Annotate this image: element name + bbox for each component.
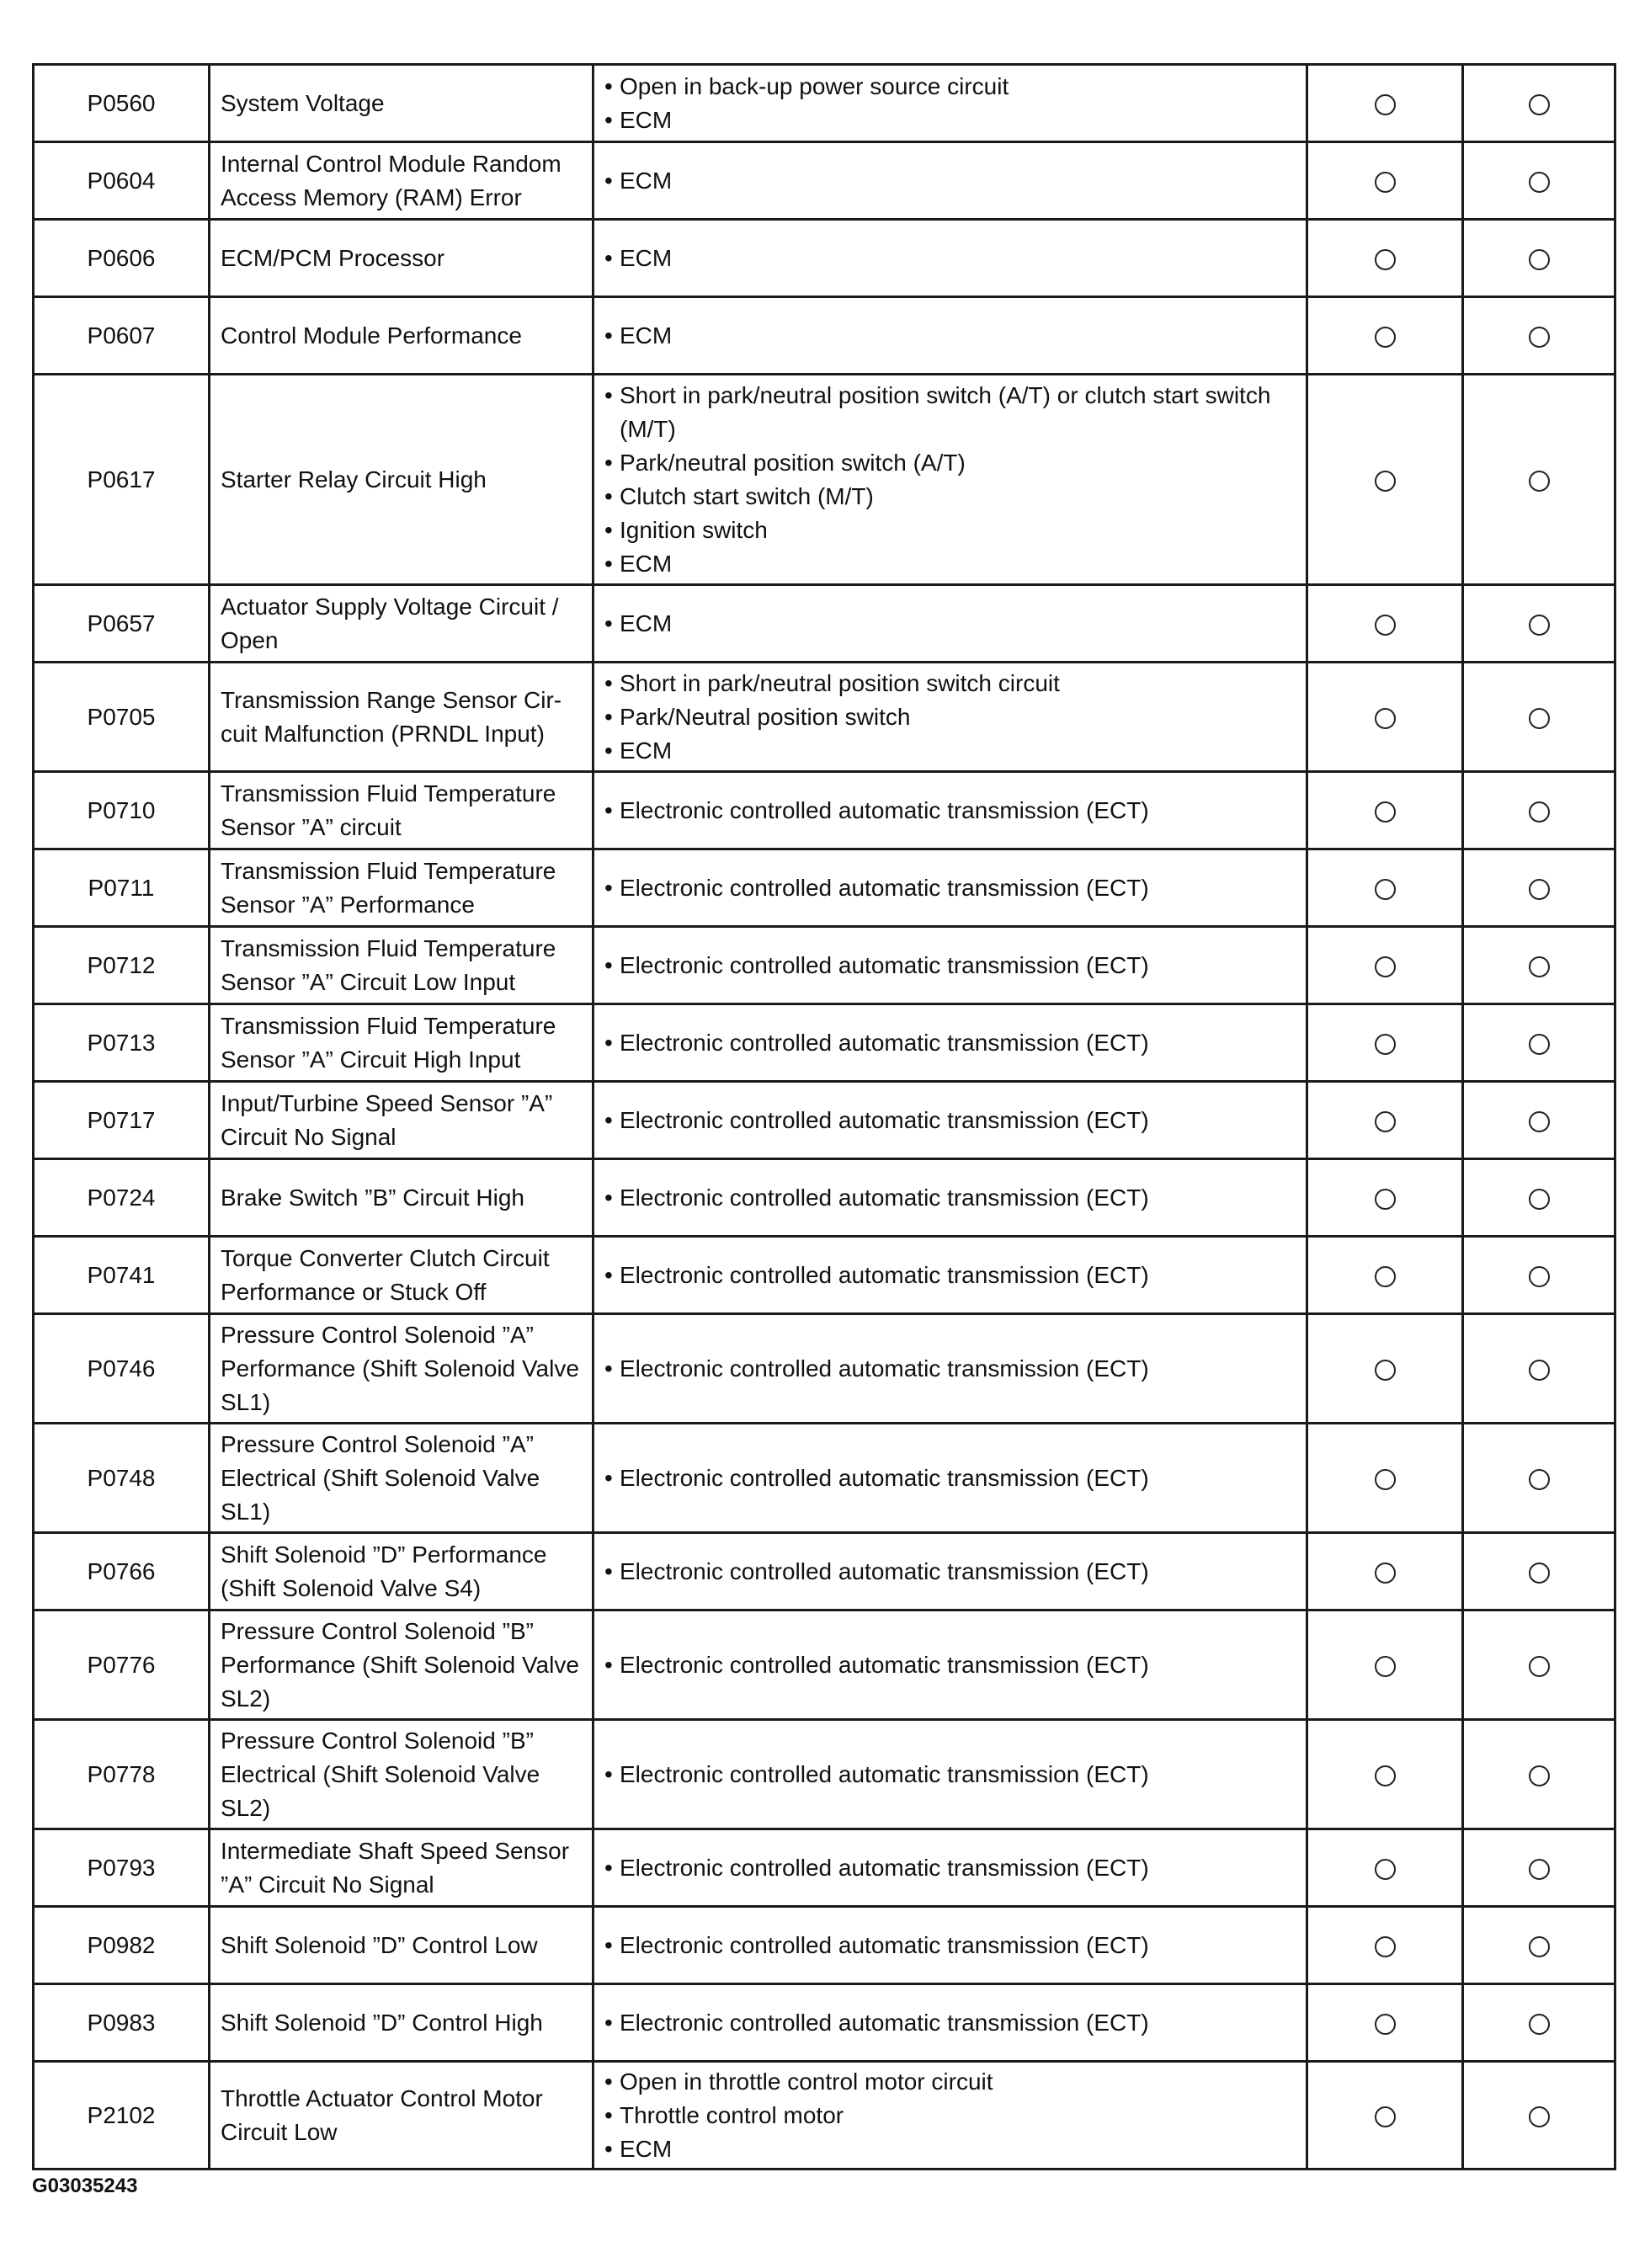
dtc-code: P0748 xyxy=(34,1424,210,1533)
trouble-area-list xyxy=(604,2006,1296,2040)
trouble-area-item: • Clutch start switch (M/T) xyxy=(604,480,1296,514)
detection-item: Starter Relay Circuit High xyxy=(210,375,593,585)
trouble-area-item: • Open in throttle control motor circuit xyxy=(604,2065,1296,2099)
table-row xyxy=(34,220,1615,297)
memory-indicator-cell xyxy=(1463,1610,1615,1720)
dtc-code: P0713 xyxy=(34,1004,210,1082)
trouble-area-list xyxy=(604,667,1296,768)
table-row xyxy=(34,1829,1615,1907)
trouble-area xyxy=(593,927,1307,1004)
table-row xyxy=(34,1314,1615,1424)
memory-indicator-cell xyxy=(1463,663,1615,772)
trouble-area-item: • Electronic controlled automatic transmission (ECT) xyxy=(604,1104,1296,1137)
circle-mark-icon xyxy=(1375,327,1396,348)
table-row xyxy=(34,1610,1615,1720)
table-row xyxy=(34,1907,1615,1984)
trouble-area-item: • Park/neutral position switch (A/T) xyxy=(604,446,1296,480)
trouble-area xyxy=(593,1720,1307,1829)
trouble-area-item: • Electronic controlled automatic transmission (ECT) xyxy=(604,1758,1296,1792)
trouble-area-item: • Electronic controlled automatic transmission (ECT) xyxy=(604,1555,1296,1589)
mil-indicator-cell xyxy=(1307,1610,1463,1720)
circle-mark-icon xyxy=(1529,2106,1550,2127)
trouble-area xyxy=(593,65,1307,142)
trouble-area-list xyxy=(604,70,1296,137)
table-row xyxy=(34,297,1615,375)
detection-item: Control Module Performance xyxy=(210,297,593,375)
circle-mark-icon xyxy=(1529,2014,1550,2035)
trouble-area xyxy=(593,1159,1307,1237)
circle-mark-icon xyxy=(1375,956,1396,977)
table-row xyxy=(34,1424,1615,1533)
detection-item: Internal Control Module Random Access Memory (RAM) Error xyxy=(210,142,593,220)
trouble-area-list xyxy=(604,1851,1296,1885)
trouble-area-item: • Electronic controlled automatic transmission (ECT) xyxy=(604,1259,1296,1292)
table-row xyxy=(34,1159,1615,1237)
table-row xyxy=(34,375,1615,585)
circle-mark-icon xyxy=(1375,615,1396,636)
circle-mark-icon xyxy=(1375,1266,1396,1287)
trouble-area-list xyxy=(604,1648,1296,1682)
detection-item: Transmission Fluid Temperature Sensor ”A” Circuit High Input xyxy=(210,1004,593,1082)
memory-indicator-cell xyxy=(1463,585,1615,663)
mil-indicator-cell xyxy=(1307,1237,1463,1314)
trouble-area-list xyxy=(604,1181,1296,1215)
circle-mark-icon xyxy=(1375,1189,1396,1210)
trouble-area-item: • ECM xyxy=(604,734,1296,768)
dtc-code: P0606 xyxy=(34,220,210,297)
detection-item: Brake Switch ”B” Circuit High xyxy=(210,1159,593,1237)
circle-mark-icon xyxy=(1529,1563,1550,1584)
detection-item: Transmission Fluid Temperature Sensor ”A” Performance xyxy=(210,849,593,927)
dtc-code: P0617 xyxy=(34,375,210,585)
trouble-area xyxy=(593,375,1307,585)
trouble-area-list xyxy=(604,1352,1296,1386)
trouble-area-item: • Electronic controlled automatic transmission (ECT) xyxy=(604,1026,1296,1060)
circle-mark-icon xyxy=(1375,1859,1396,1880)
trouble-area xyxy=(593,1907,1307,1984)
table-row xyxy=(34,1984,1615,2062)
circle-mark-icon xyxy=(1529,1765,1550,1786)
trouble-area-item: • Electronic controlled automatic transmission (ECT) xyxy=(604,1461,1296,1495)
circle-mark-icon xyxy=(1529,172,1550,193)
table-row xyxy=(34,772,1615,849)
trouble-area-item: • Open in back-up power source circuit xyxy=(604,70,1296,104)
dtc-table-body xyxy=(34,65,1615,2170)
memory-indicator-cell xyxy=(1463,1159,1615,1237)
circle-mark-icon xyxy=(1375,249,1396,270)
dtc-code: P0793 xyxy=(34,1829,210,1907)
memory-indicator-cell xyxy=(1463,2062,1615,2170)
mil-indicator-cell xyxy=(1307,1907,1463,1984)
dtc-code: P0712 xyxy=(34,927,210,1004)
mil-indicator-cell xyxy=(1307,1314,1463,1424)
circle-mark-icon xyxy=(1375,1034,1396,1055)
circle-mark-icon xyxy=(1375,1111,1396,1132)
circle-mark-icon xyxy=(1375,801,1396,823)
circle-mark-icon xyxy=(1375,2106,1396,2127)
circle-mark-icon xyxy=(1529,801,1550,823)
memory-indicator-cell xyxy=(1463,65,1615,142)
trouble-area-item: • ECM xyxy=(604,104,1296,137)
trouble-area-item: • Short in park/neutral position switch (A/T) or clutch start switch (M/T) xyxy=(604,379,1296,446)
dtc-code: P2102 xyxy=(34,2062,210,2170)
trouble-area-item: • Park/Neutral position switch xyxy=(604,700,1296,734)
trouble-area-list xyxy=(604,2065,1296,2166)
mil-indicator-cell xyxy=(1307,1159,1463,1237)
circle-mark-icon xyxy=(1375,1563,1396,1584)
dtc-code: P0983 xyxy=(34,1984,210,2062)
detection-item: Pressure Control Solenoid ”A” Electrical (Shift Solenoid Valve SL1) xyxy=(210,1424,593,1533)
trouble-area-item: • Electronic controlled automatic transmission (ECT) xyxy=(604,2006,1296,2040)
mil-indicator-cell xyxy=(1307,927,1463,1004)
mil-indicator-cell xyxy=(1307,585,1463,663)
dtc-table xyxy=(32,63,1616,2170)
detection-item: Throttle Actuator Control Motor Circuit Low xyxy=(210,2062,593,2170)
dtc-code: P0710 xyxy=(34,772,210,849)
trouble-area xyxy=(593,849,1307,927)
circle-mark-icon xyxy=(1529,1469,1550,1490)
table-row xyxy=(34,1004,1615,1082)
trouble-area xyxy=(593,297,1307,375)
mil-indicator-cell xyxy=(1307,1984,1463,2062)
trouble-area-item: • Electronic controlled automatic transmission (ECT) xyxy=(604,1352,1296,1386)
mil-indicator-cell xyxy=(1307,2062,1463,2170)
mil-indicator-cell xyxy=(1307,1829,1463,1907)
memory-indicator-cell xyxy=(1463,1082,1615,1159)
detection-item: ECM/PCM Processor xyxy=(210,220,593,297)
trouble-area-list xyxy=(604,1555,1296,1589)
detection-item: Input/Turbine Speed Sensor ”A” Circuit No Signal xyxy=(210,1082,593,1159)
circle-mark-icon xyxy=(1529,1360,1550,1381)
circle-mark-icon xyxy=(1529,1034,1550,1055)
detection-item: Pressure Control Solenoid ”B” Electrical (Shift Solenoid Valve SL2) xyxy=(210,1720,593,1829)
table-row xyxy=(34,142,1615,220)
detection-item: Actuator Supply Voltage Circuit / Open xyxy=(210,585,593,663)
circle-mark-icon xyxy=(1529,1859,1550,1880)
trouble-area-item: • Electronic controlled automatic transmission (ECT) xyxy=(604,1181,1296,1215)
memory-indicator-cell xyxy=(1463,220,1615,297)
trouble-area-item: • ECM xyxy=(604,607,1296,641)
trouble-area-item: • Ignition switch xyxy=(604,514,1296,547)
circle-mark-icon xyxy=(1529,94,1550,115)
trouble-area-list xyxy=(604,607,1296,641)
detection-item: Torque Converter Clutch Circuit Performance or Stuck Off xyxy=(210,1237,593,1314)
circle-mark-icon xyxy=(1375,172,1396,193)
detection-item: Transmission Range Sensor Cir-cuit Malfunction (PRNDL Input) xyxy=(210,663,593,772)
table-row xyxy=(34,849,1615,927)
detection-item: Transmission Fluid Temperature Sensor ”A” circuit xyxy=(210,772,593,849)
detection-item: Intermediate Shaft Speed Sensor ”A” Circuit No Signal xyxy=(210,1829,593,1907)
memory-indicator-cell xyxy=(1463,1424,1615,1533)
circle-mark-icon xyxy=(1375,1360,1396,1381)
trouble-area xyxy=(593,772,1307,849)
circle-mark-icon xyxy=(1529,879,1550,900)
mil-indicator-cell xyxy=(1307,1004,1463,1082)
figure-id: G03035243 xyxy=(32,2175,138,2197)
trouble-area-list xyxy=(604,1929,1296,1962)
trouble-area-item: • ECM xyxy=(604,547,1296,581)
mil-indicator-cell xyxy=(1307,663,1463,772)
trouble-area xyxy=(593,1984,1307,2062)
mil-indicator-cell xyxy=(1307,772,1463,849)
memory-indicator-cell xyxy=(1463,1720,1615,1829)
table-row xyxy=(34,927,1615,1004)
dtc-code: P0711 xyxy=(34,849,210,927)
table-row xyxy=(34,2062,1615,2170)
trouble-area-list xyxy=(604,794,1296,828)
trouble-area-list xyxy=(604,1026,1296,1060)
trouble-area xyxy=(593,585,1307,663)
trouble-area xyxy=(593,142,1307,220)
mil-indicator-cell xyxy=(1307,849,1463,927)
dtc-code: P0741 xyxy=(34,1237,210,1314)
trouble-area xyxy=(593,1082,1307,1159)
memory-indicator-cell xyxy=(1463,297,1615,375)
mil-indicator-cell xyxy=(1307,142,1463,220)
memory-indicator-cell xyxy=(1463,1984,1615,2062)
dtc-code: P0657 xyxy=(34,585,210,663)
mil-indicator-cell xyxy=(1307,65,1463,142)
detection-item: Shift Solenoid ”D” Performance (Shift Solenoid Valve S4) xyxy=(210,1533,593,1610)
circle-mark-icon xyxy=(1375,2014,1396,2035)
memory-indicator-cell xyxy=(1463,142,1615,220)
dtc-code: P0717 xyxy=(34,1082,210,1159)
circle-mark-icon xyxy=(1375,879,1396,900)
trouble-area xyxy=(593,1314,1307,1424)
memory-indicator-cell xyxy=(1463,927,1615,1004)
trouble-area xyxy=(593,1610,1307,1720)
trouble-area xyxy=(593,220,1307,297)
dtc-code: P0766 xyxy=(34,1533,210,1610)
circle-mark-icon xyxy=(1529,1266,1550,1287)
trouble-area-list xyxy=(604,1758,1296,1792)
dtc-code: P0778 xyxy=(34,1720,210,1829)
dtc-code: P0560 xyxy=(34,65,210,142)
memory-indicator-cell xyxy=(1463,1533,1615,1610)
circle-mark-icon xyxy=(1529,615,1550,636)
trouble-area xyxy=(593,2062,1307,2170)
trouble-area xyxy=(593,1533,1307,1610)
circle-mark-icon xyxy=(1375,94,1396,115)
trouble-area-item: • ECM xyxy=(604,164,1296,198)
circle-mark-icon xyxy=(1529,956,1550,977)
trouble-area-list xyxy=(604,1259,1296,1292)
mil-indicator-cell xyxy=(1307,1082,1463,1159)
table-row xyxy=(34,663,1615,772)
dtc-code: P0746 xyxy=(34,1314,210,1424)
trouble-area-item: • Electronic controlled automatic transmission (ECT) xyxy=(604,871,1296,905)
trouble-area-list xyxy=(604,379,1296,581)
detection-item: System Voltage xyxy=(210,65,593,142)
circle-mark-icon xyxy=(1529,327,1550,348)
circle-mark-icon xyxy=(1529,249,1550,270)
circle-mark-icon xyxy=(1375,1765,1396,1786)
circle-mark-icon xyxy=(1529,708,1550,729)
circle-mark-icon xyxy=(1375,1936,1396,1957)
table-row xyxy=(34,585,1615,663)
trouble-area-item: • ECM xyxy=(604,2132,1296,2166)
trouble-area xyxy=(593,663,1307,772)
trouble-area-item: • Electronic controlled automatic transmission (ECT) xyxy=(604,949,1296,982)
trouble-area-list xyxy=(604,949,1296,982)
detection-item: Transmission Fluid Temperature Sensor ”A” Circuit Low Input xyxy=(210,927,593,1004)
trouble-area-item: • Short in park/neutral position switch circuit xyxy=(604,667,1296,700)
mil-indicator-cell xyxy=(1307,1720,1463,1829)
trouble-area xyxy=(593,1237,1307,1314)
detection-item: Pressure Control Solenoid ”A” Performance (Shift Solenoid Valve SL1) xyxy=(210,1314,593,1424)
dtc-code: P0724 xyxy=(34,1159,210,1237)
trouble-area-list xyxy=(604,1104,1296,1137)
detection-item: Pressure Control Solenoid ”B” Performance (Shift Solenoid Valve SL2) xyxy=(210,1610,593,1720)
trouble-area-item: • ECM xyxy=(604,242,1296,275)
trouble-area-item: • Electronic controlled automatic transmission (ECT) xyxy=(604,1851,1296,1885)
circle-mark-icon xyxy=(1375,708,1396,729)
dtc-code: P0705 xyxy=(34,663,210,772)
dtc-code: P0607 xyxy=(34,297,210,375)
table-row xyxy=(34,1082,1615,1159)
mil-indicator-cell xyxy=(1307,1533,1463,1610)
circle-mark-icon xyxy=(1375,1656,1396,1677)
table-row xyxy=(34,1533,1615,1610)
dtc-code: P0776 xyxy=(34,1610,210,1720)
trouble-area-item: • Throttle control motor xyxy=(604,2099,1296,2132)
detection-item: Shift Solenoid ”D” Control High xyxy=(210,1984,593,2062)
table-row xyxy=(34,1237,1615,1314)
circle-mark-icon xyxy=(1529,1936,1550,1957)
circle-mark-icon xyxy=(1375,471,1396,492)
table-row xyxy=(34,65,1615,142)
trouble-area-list xyxy=(604,319,1296,353)
memory-indicator-cell xyxy=(1463,1237,1615,1314)
circle-mark-icon xyxy=(1529,1189,1550,1210)
memory-indicator-cell xyxy=(1463,772,1615,849)
mil-indicator-cell xyxy=(1307,1424,1463,1533)
trouble-area-list xyxy=(604,242,1296,275)
trouble-area-item: • Electronic controlled automatic transmission (ECT) xyxy=(604,1648,1296,1682)
trouble-area xyxy=(593,1424,1307,1533)
trouble-area xyxy=(593,1829,1307,1907)
memory-indicator-cell xyxy=(1463,1314,1615,1424)
dtc-code: P0982 xyxy=(34,1907,210,1984)
memory-indicator-cell xyxy=(1463,849,1615,927)
trouble-area-list xyxy=(604,164,1296,198)
trouble-area-item: • ECM xyxy=(604,319,1296,353)
memory-indicator-cell xyxy=(1463,1829,1615,1907)
trouble-area xyxy=(593,1004,1307,1082)
mil-indicator-cell xyxy=(1307,297,1463,375)
trouble-area-item: • Electronic controlled automatic transmission (ECT) xyxy=(604,794,1296,828)
trouble-area-list xyxy=(604,1461,1296,1495)
memory-indicator-cell xyxy=(1463,1004,1615,1082)
trouble-area-item: • Electronic controlled automatic transmission (ECT) xyxy=(604,1929,1296,1962)
trouble-area-list xyxy=(604,871,1296,905)
memory-indicator-cell xyxy=(1463,375,1615,585)
circle-mark-icon xyxy=(1529,471,1550,492)
circle-mark-icon xyxy=(1375,1469,1396,1490)
detection-item: Shift Solenoid ”D” Control Low xyxy=(210,1907,593,1984)
dtc-code: P0604 xyxy=(34,142,210,220)
memory-indicator-cell xyxy=(1463,1907,1615,1984)
circle-mark-icon xyxy=(1529,1111,1550,1132)
circle-mark-icon xyxy=(1529,1656,1550,1677)
table-row xyxy=(34,1720,1615,1829)
mil-indicator-cell xyxy=(1307,220,1463,297)
mil-indicator-cell xyxy=(1307,375,1463,585)
